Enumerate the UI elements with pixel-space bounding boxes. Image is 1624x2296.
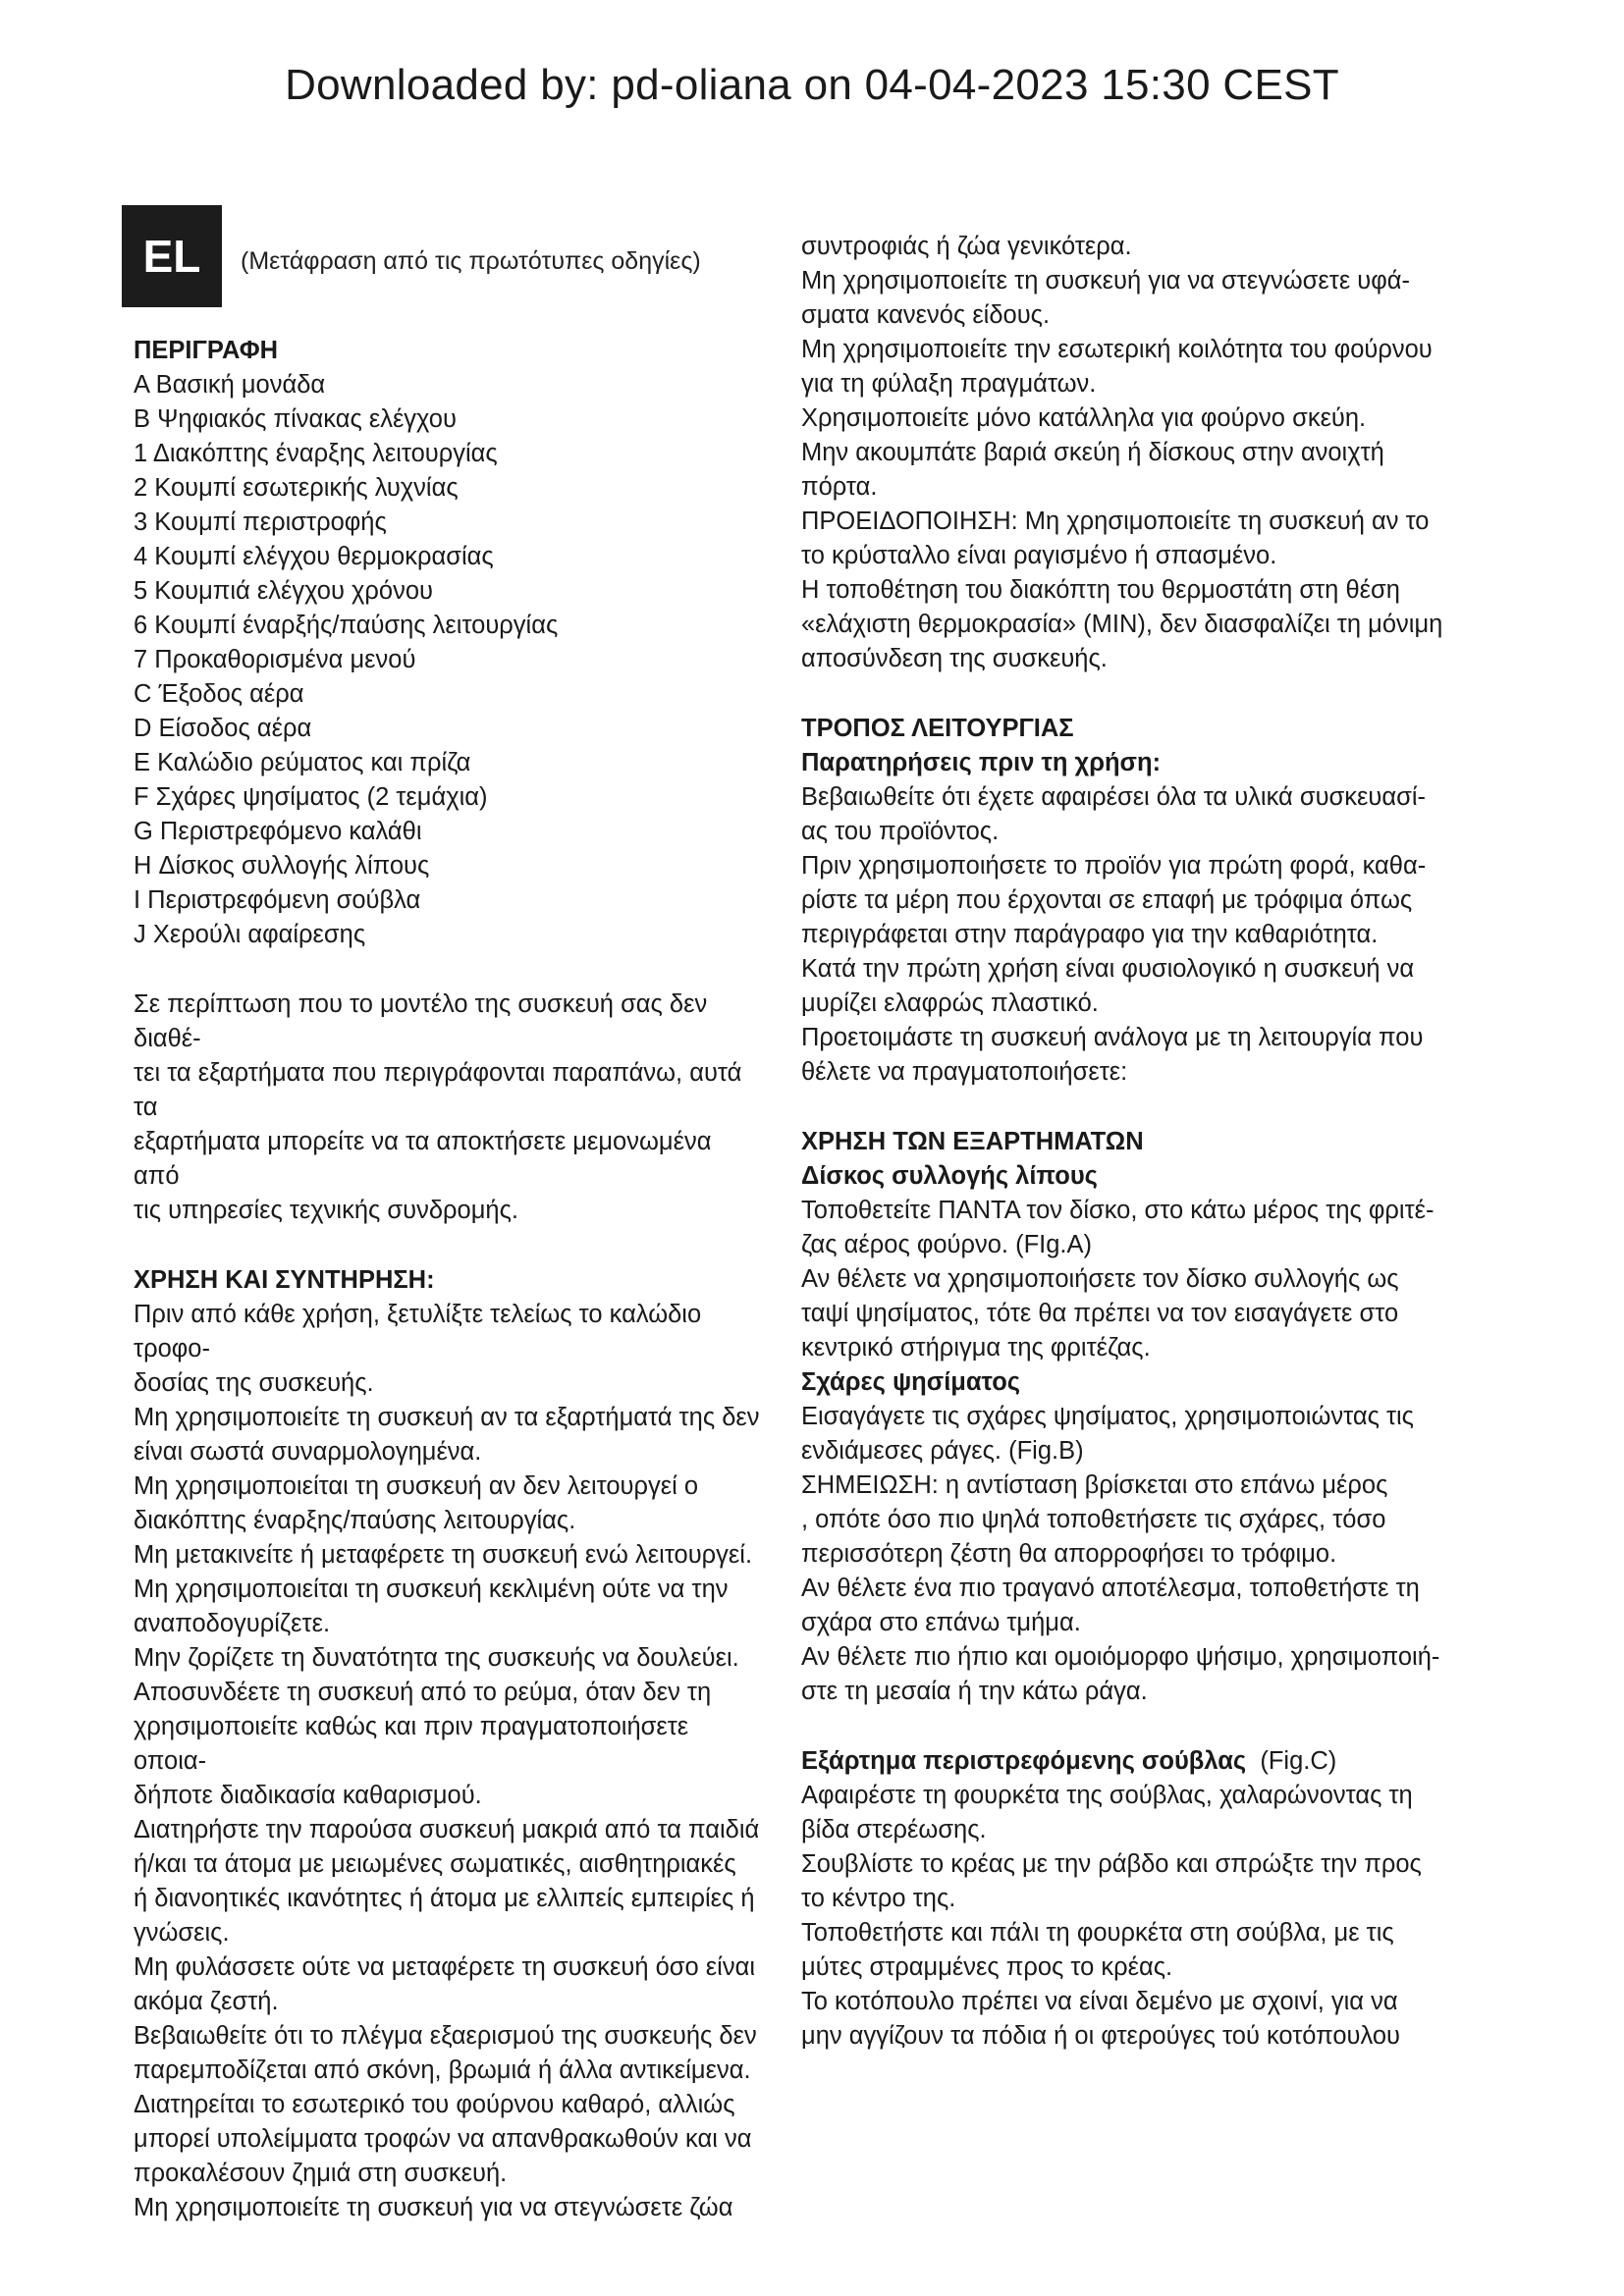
description-heading: ΠΕΡΙΓΡΑΦΗ [134,337,279,364]
grill-racks-text [801,1400,1449,1709]
rotisserie-line: Αφαιρέστε τη φουρκέτα της σούβλας, χαλαρώνοντας τη [801,1782,1413,1809]
use-maintenance-line: γνώσεις. [134,1919,230,1947]
use-maintenance-line: προκαλέσουν ζημιά στη συσκευή. [134,2160,508,2187]
use-maintenance-line: δοσίας της συσκευής. [134,1369,374,1397]
operation-line: Βεβαιωθείτε ότι έχετε αφαιρέσει όλα τα υλικά συσκευασί- [801,783,1426,811]
grill-racks-line: στε τη μεσαία ή την κάτω ράγα. [801,1678,1148,1705]
use-maintenance-line: Μην ζορίζετε τη δυνατότητα της συσκευής να δουλεύει. [134,1644,739,1672]
grill-racks-line: ΣΗΜΕΙΩΣΗ: η αντίσταση βρίσκεται στο επάνω μέρος [801,1471,1388,1499]
accessories-note-line: εξαρτήματα μπορείτε να τα αποκτήσετε μεμονωμένα από [134,1128,712,1190]
safety-line: το κρύσταλλο είναι ραγισμένο ή σπασμένο. [801,542,1277,569]
safety-line: Μη χρησιμοποιείτε τη συσκευή για να στεγνώσετε υφά- [801,267,1410,294]
parts-list-item: B Ψηφιακός πίνακας ελέγχου [134,405,457,433]
operation-line: περιγράφεται στην παράγραφο για την καθαριότητα. [801,921,1379,948]
grill-racks-line: Εισαγάγετε τις σχάρες ψησίματος, χρησιμοποιώντας τις [801,1403,1414,1430]
rotisserie-heading-line [801,1744,1449,1779]
use-maintenance-line: ή/και τα άτομα με μειωμένες σωματικές, αισθητηριακές [134,1850,736,1878]
safety-line: για τη φύλαξη πραγμάτων. [801,370,1097,398]
safety-line: Μη χρησιμοποιείτε την εσωτερική κοιλότητα του φούρνου [801,336,1433,363]
use-maintenance-line: Πριν από κάθε χρήση, ξετυλίξτε τελείως το καλώδιο τροφο- [134,1301,702,1362]
grease-tray-line: κεντρικό στήριγμα της φριτέζας. [801,1334,1151,1362]
grease-tray-heading: Δίσκος συλλογής λίπους [801,1162,1098,1190]
use-maintenance-line: Βεβαιωθείτε ότι το πλέγμα εξαερισμού της συσκευής δεν [134,2022,757,2050]
use-maintenance-line: Διατηρήστε την παρούσα συσκευή μακριά από τα παιδιά [134,1816,760,1843]
rotisserie-heading: Εξάρτημα περιστρεφόμενης σούβλας [801,1747,1247,1775]
grease-tray-line: Τοποθετείτε ΠΑΝΤΑ τον δίσκο, στο κάτω μέρος της φριτέ- [801,1197,1435,1224]
grease-tray-line: ταψί ψησίματος, τότε θα πρέπει να τον εισαγάγετε στο [801,1300,1399,1327]
grill-racks-line: περισσότερη ζέστη θα απορροφήσει το τρόφιμο. [801,1540,1337,1568]
use-maintenance-text [134,1298,762,2225]
use-maintenance-line: ή διανοητικές ικανότητες ή άτομα με ελλιπείς εμπειρίες ή [134,1885,755,1912]
parts-list-item: H Δίσκος συλλογής λίπους [134,852,430,880]
grill-racks-line: Αν θέλετε πιο ήπιο και ομοιόμορφο ψήσιμο, χρησιμοποιή- [801,1643,1440,1671]
parts-list-item: 2 Κουμπί εσωτερικής λυχνίας [134,474,459,502]
parts-list-item: 7 Προκαθορισμένα μενού [134,646,416,673]
safety-line: Μην ακουμπάτε βαριά σκεύη ή δίσκους στην ανοιχτή [801,439,1384,466]
rotisserie-line: Σουβλίστε το κρέας με την ράβδο και σπρώξτε την προς [801,1850,1422,1878]
parts-list-item: E Καλώδιο ρεύματος και πρίζα [134,749,471,776]
use-maintenance-line: Μη φυλάσσετε ούτε να μεταφέρετε τη συσκευή όσο είναι [134,1953,755,1981]
grease-tray-text [801,1194,1449,1365]
use-maintenance-line: Αποσυνδέετε τη συσκευή από το ρεύμα, όταν δεν τη [134,1679,712,1706]
use-maintenance-line: χρησιμοποιείτε καθώς και πριν πραγματοποιήσετε οποια- [134,1713,689,1775]
safety-line: συντροφιάς ή ζώα γενικότερα. [801,233,1132,260]
parts-list-item: 5 Κουμπιά ελέγχου χρόνου [134,577,433,605]
translation-note: (Μετάφραση από τις πρωτότυπες οδηγίες) [241,247,701,275]
grill-racks-line: ενδιάμεσες ράγες. (Fig.B) [801,1437,1084,1465]
use-maintenance-line: Διατηρείται το εσωτερικό του φούρνου καθαρό, αλλιώς [134,2091,735,2118]
grill-racks-heading: Σχάρες ψησίματος [801,1368,1021,1396]
safety-line: ΠΡΟΕΙΔΟΠΟΙΗΣΗ: Μη χρησιμοποιείτε τη συσκευή αν το [801,507,1430,535]
operation-line: ρίστε τα μέρη που έρχονται σε επαφή με τρόφιμα όπως [801,886,1413,914]
use-maintenance-line: παρεμποδίζεται από σκόνη, βρωμιά ή άλλα αντικείμενα. [134,2056,751,2084]
download-notice: Downloaded by: pd-oliana on 04-04-2023 15:30 CEST [285,61,1339,109]
operation-line: ας του προϊόντος. [801,818,1000,845]
accessories-note-line: τει τα εξαρτήματα που περιγράφονται παραπάνω, αυτά τα [134,1059,742,1121]
parts-list-item: I Περιστρεφόμενη σούβλα [134,886,421,914]
parts-list-item: D Είσοδος αέρα [134,715,312,742]
use-maintenance-line: αναποδογυρίζετε. [134,1610,331,1637]
language-badge: EL [122,205,222,307]
left-column [134,334,762,2225]
operation-line: Προετοιμάστε τη συσκευή ανάλογα με τη λειτουργία που [801,1024,1424,1051]
use-maintenance-line: δήποτε διαδικασία καθαρισμού. [134,1782,482,1809]
rotisserie-line: μύτες στραμμένες προς το κρέας. [801,1953,1173,1981]
use-maintenance-line: διακόπτης έναρξης/παύσης λειτουργίας. [134,1507,576,1534]
use-maintenance-line: Μη χρησιμοποιείται τη συσκευή κεκλιμένη ούτε να την [134,1575,729,1603]
use-maintenance-line: Μη μετακινείτε ή μεταφέρετε τη συσκευή ενώ λειτουργεί. [134,1541,753,1569]
rotisserie-fig-ref: (Fig.C) [1260,1747,1337,1775]
grill-racks-line: σχάρα στο επάνω τμήμα. [801,1609,1081,1636]
parts-list-item: C Έξοδος αέρα [134,680,304,708]
right-column [801,230,1449,2054]
parts-list-item: 3 Κουμπί περιστροφής [134,508,387,536]
parts-list-item: G Περιστρεφόμενο καλάθι [134,818,422,845]
grill-racks-line: , οπότε όσο πιο ψηλά τοποθετήσετε τις σχάρες, τόσο [801,1506,1386,1533]
safety-line: «ελάχιστη θερμοκρασία» (MIN), δεν διασφαλίζει τη μόνιμη [801,611,1443,638]
parts-list-item: 6 Κουμπί έναρξής/παύσης λειτουργίας [134,612,559,639]
operation-subheading: Παρατηρήσεις πριν τη χρήση: [801,749,1162,776]
operation-line: θέλετε να πραγματοποιήσετε: [801,1058,1128,1086]
grease-tray-line: Αν θέλετε να χρησιμοποιήσετε τον δίσκο συλλογής ως [801,1265,1399,1293]
use-maintenance-line: είναι σωστά συναρμολογημένα. [134,1438,482,1466]
safety-line: σματα κανενός είδους. [801,301,1051,329]
use-maintenance-line: Μη χρησιμοποιείται τη συσκευή αν δεν λειτουργεί ο [134,1472,699,1500]
parts-list-item: J Χερούλι αφαίρεσης [134,921,366,948]
accessories-note-line: Σε περίπτωση που το μοντέλο της συσκευή σας δεν διαθέ- [134,990,708,1052]
safety-line: Η τοποθέτηση του διακόπτη του θερμοστάτη στη θέση [801,576,1400,604]
safety-continued-text [801,230,1449,676]
parts-list-item: 4 Κουμπί ελέγχου θερμοκρασίας [134,543,494,570]
rotisserie-line: βίδα στερέωσης. [801,1816,987,1843]
parts-list-item: 1 Διακόπτης έναρξης λειτουργίας [134,440,498,467]
parts-list [134,368,762,952]
grease-tray-line: ζας αέρος φούρνο. (FIg.A) [801,1231,1093,1258]
grill-racks-line: Αν θέλετε ένα πιο τραγανό αποτέλεσμα, τοποθετήστε τη [801,1575,1420,1602]
accessories-note [134,988,762,1228]
operation-text [801,780,1449,1090]
operation-heading: ΤΡΟΠΟΣ ΛΕΙΤΟΥΡΓΙΑΣ [801,715,1074,742]
safety-line: Χρησιμοποιείτε μόνο κατάλληλα για φούρνο σκεύη. [801,404,1367,432]
use-maintenance-line: Μη χρησιμοποιείτε τη συσκευή αν τα εξαρτήματά της δεν [134,1404,760,1431]
use-maintenance-line: Μη χρησιμοποιείτε τη συσκευή για να στεγνώσετε ζώα [134,2194,733,2221]
safety-line: αποσύνδεση της συσκευής. [801,645,1108,672]
parts-list-item: F Σχάρες ψησίματος (2 τεμάχια) [134,783,488,811]
safety-line: πόρτα. [801,473,878,501]
rotisserie-line: μην αγγίζουν τα πόδια ή οι φτερούγες τού κοτόπουλου [801,2022,1400,2050]
operation-line: μυρίζει ελαφρώς πλαστικό. [801,989,1099,1017]
rotisserie-line: το κέντρο της. [801,1885,956,1912]
use-maintenance-line: ακόμα ζεστή. [134,1988,279,2015]
use-maintenance-heading: ΧΡΗΣΗ ΚΑΙ ΣΥΝΤΗΡΗΣΗ: [134,1266,435,1294]
operation-line: Κατά την πρώτη χρήση είναι φυσιολογικό η συσκευή να [801,955,1415,983]
accessories-note-line: τις υπηρεσίες τεχνικής συνδρομής. [134,1197,518,1224]
rotisserie-text [801,1779,1449,2054]
rotisserie-line: Τοποθετήστε και πάλι τη φουρκέτα στη σούβλα, με τις [801,1919,1394,1947]
parts-list-item: A Βασική μονάδα [134,371,326,399]
rotisserie-line: Το κοτόπουλο πρέπει να είναι δεμένο με σχοινί, για να [801,1988,1398,2015]
use-maintenance-line: μπορεί υπολείμματα τροφών να απανθρακωθούν και να [134,2125,752,2153]
accessories-heading: ΧΡΗΣΗ ΤΩΝ ΕΞΑΡΤΗΜΑΤΩΝ [801,1128,1144,1155]
operation-line: Πριν χρησιμοποιήσετε το προϊόν για πρώτη φορά, καθα- [801,852,1427,880]
